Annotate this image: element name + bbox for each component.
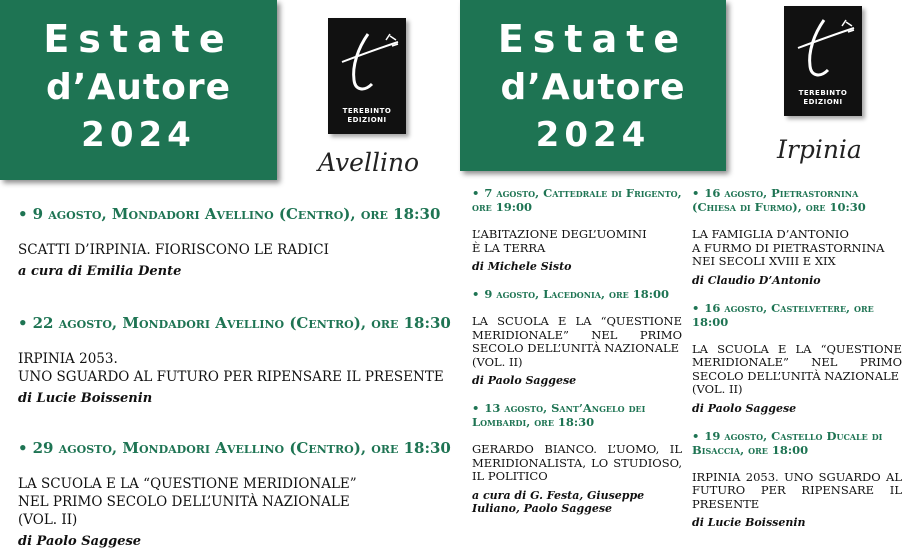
event-header: • 22 agosto, Mondadori Avellino (Centro), ore 18:30 <box>18 314 451 332</box>
banner-line-1: Estate <box>43 17 234 61</box>
event-author: a cura di Emilia Dente <box>18 264 182 279</box>
event-header: • 19 agosto, Castello Ducale di Bisaccia, ore 18:00 <box>692 428 883 457</box>
event-item <box>18 439 451 549</box>
event-item <box>692 301 902 415</box>
events-column-right <box>692 186 902 543</box>
event-title: IRPINIA 2053. UNO SGUARDO AL FUTURO PER RIPENSARE IL PRESENTE <box>18 351 444 385</box>
event-header: • 7 agosto, Cattedrale di Frigento, ore 19:00 <box>472 186 682 214</box>
event-author: di Claudio D’Antonio <box>692 273 821 287</box>
event-author: di Paolo Saggese <box>472 374 577 387</box>
poster-irpinia <box>452 0 909 559</box>
title-banner <box>0 0 277 180</box>
event-item <box>472 287 682 387</box>
title-banner <box>460 0 726 171</box>
event-author: di Lucie Boissenin <box>18 391 153 406</box>
events-column-left <box>472 186 682 529</box>
event-author: a cura di G. Festa, Giuseppe Iuliano, Paolo Saggese <box>472 488 645 515</box>
terebinto-t-icon <box>784 6 862 92</box>
event-title: L’ABITAZIONE DEGL’UOMINI È LA TERRA <box>472 227 647 255</box>
event-title: LA FAMIGLIA D’ANTONIO A FURMO DI PIETRASTORNINA NEI SECOLI XVIII E XIX <box>692 227 885 268</box>
event-item <box>692 186 902 287</box>
event-author: di Lucie Boissenin <box>692 516 806 529</box>
banner-line-2: d’Autore <box>500 67 686 108</box>
event-item <box>692 429 902 530</box>
event-title: SCATTI D’IRPINIA. FIORISCONO LE RADICI <box>18 242 329 258</box>
event-title: LA SCUOLA E LA “QUESTIONE MERIDIONALE” NEL PRIMO SECOLO DELL’UNITÀ NAZIONALE (VOL. II) <box>692 341 902 396</box>
banner-line-3: 2024 <box>535 115 651 155</box>
logo-text: TEREBINTO EDIZIONI <box>798 89 848 106</box>
event-title: GERARDO BIANCO. L’UOMO, IL MERIDIONALISTA, LO STUDIOSO, IL POLITICO <box>472 442 682 483</box>
event-header: • 9 agosto, Mondadori Avellino (Centro), ore 18:30 <box>18 205 441 223</box>
event-author: di Paolo Saggese <box>692 401 797 415</box>
event-item <box>472 401 682 515</box>
terebinto-logo <box>328 18 406 134</box>
event-author: di Paolo Saggese <box>18 534 142 549</box>
event-header: • 9 agosto, Lacedonia, ore 18:00 <box>472 287 669 301</box>
place-name: Avellino <box>318 148 420 177</box>
event-item <box>18 205 440 279</box>
poster-avellino <box>0 0 452 559</box>
banner-line-1: Estate <box>497 17 689 61</box>
banner-line-3: 2024 <box>81 115 196 155</box>
event-title: IRPINIA 2053. UNO SGUARDO AL FUTURO PER RIPENSARE IL PRESENTE <box>692 469 902 511</box>
logo-text: TEREBINTO EDIZIONI <box>342 107 392 124</box>
place-name: Irpinia <box>777 135 862 164</box>
event-header: • 13 agosto, Sant’Angelo dei Lombardi, ore 18:30 <box>472 401 646 429</box>
terebinto-t-icon <box>328 18 406 108</box>
event-title: LA SCUOLA E LA “QUESTIONE MERIDIONALE” NEL PRIMO SECOLO DELL’UNITÀ NAZIONALE (VOL. II) <box>472 314 682 369</box>
event-item <box>18 314 451 406</box>
event-header: • 16 agosto, Pietrastornina (Chiesa di Furmo), ore 10:30 <box>692 186 866 214</box>
event-header: • 29 agosto, Mondadori Avellino (Centro), ore 18:30 <box>18 439 451 457</box>
banner-line-2: d’Autore <box>45 67 232 108</box>
event-author: di Michele Sisto <box>472 260 572 273</box>
event-header: • 16 agosto, Castelvetere, ore 18:00 <box>692 300 874 329</box>
terebinto-logo <box>784 6 862 116</box>
event-title: LA SCUOLA E LA “QUESTIONE MERIDIONALE” NEL PRIMO SECOLO DELL’UNITÀ NAZIONALE (VOL. II) <box>18 476 357 528</box>
event-item <box>472 186 682 273</box>
